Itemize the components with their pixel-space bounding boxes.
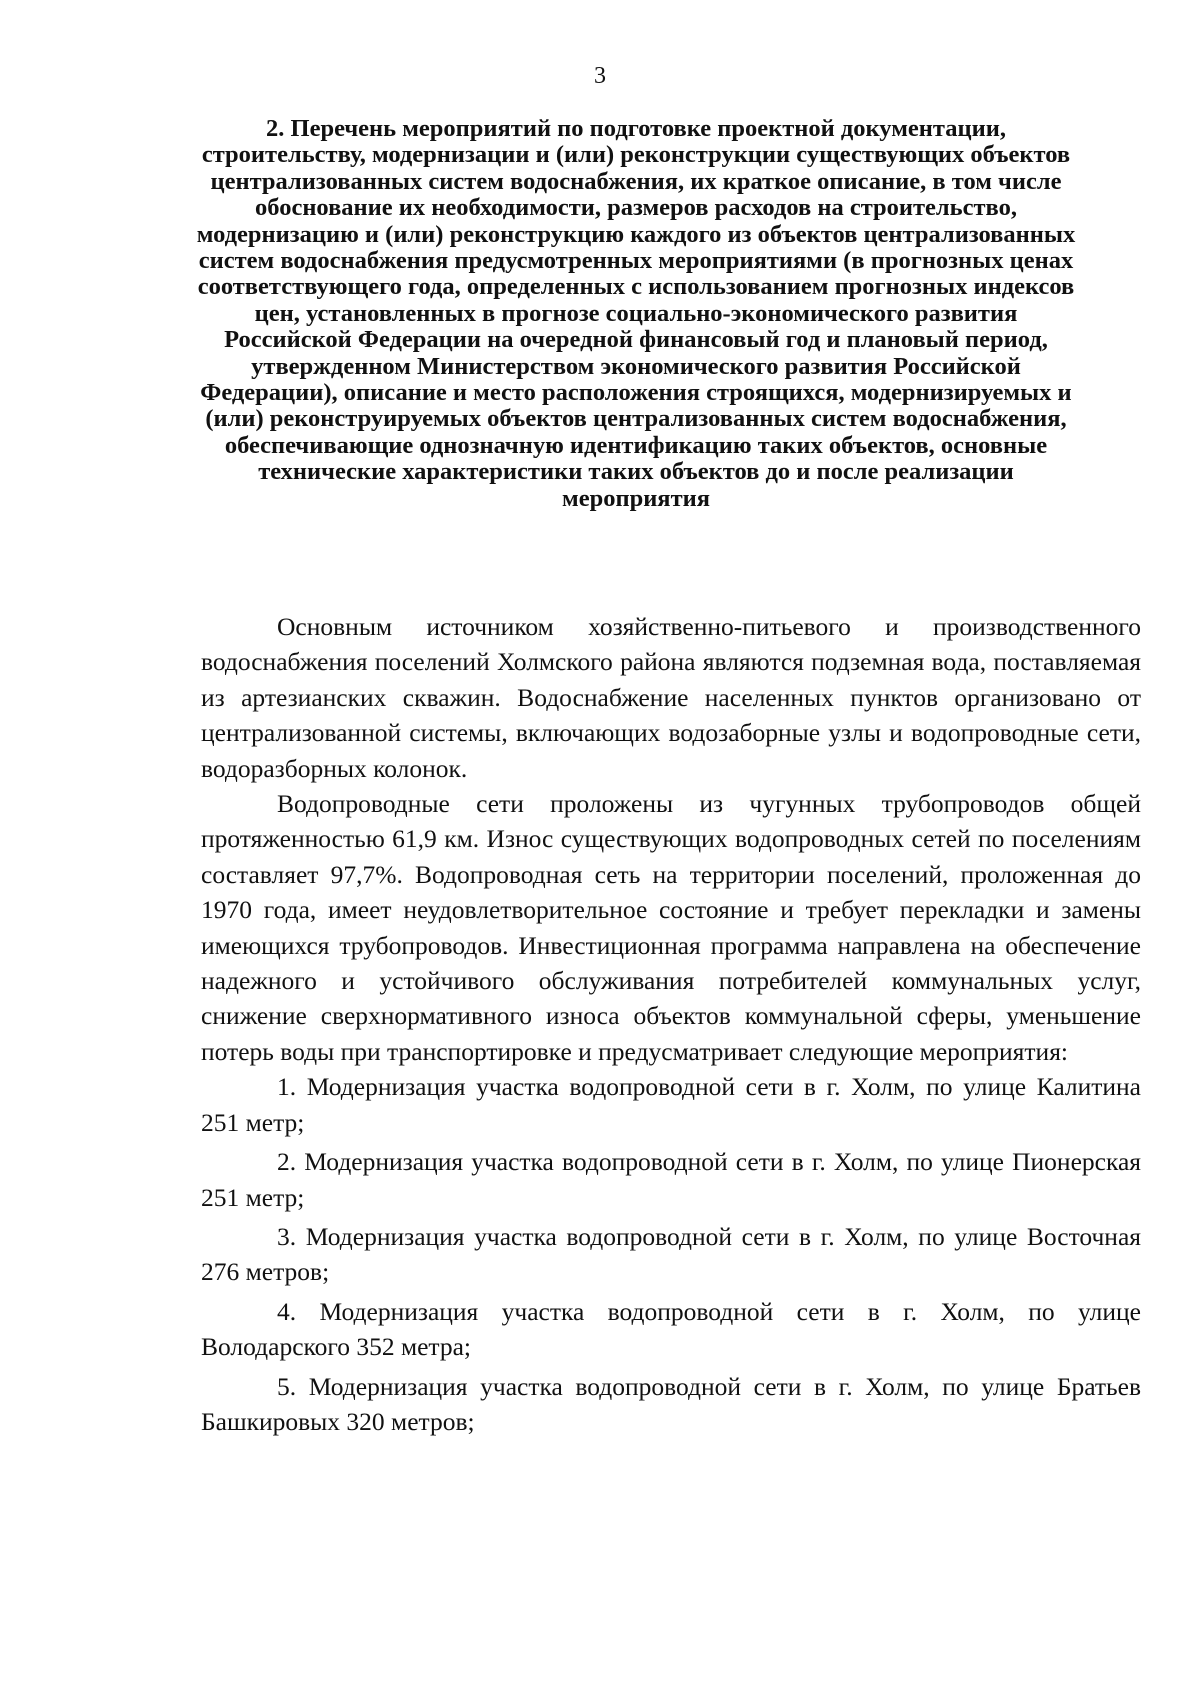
page-number: 3 — [594, 63, 606, 89]
list-item-number: 3 . — [277, 1222, 306, 1251]
list-item-text: Модернизация участка водопроводной сети в г. Холм, по улице Калитина 251 метр; — [201, 1072, 1142, 1137]
list-item-text: Модернизация участка водопроводной сети в г. Холм, по улице Братьев Башкировых 320 метров; — [201, 1371, 1142, 1436]
list-item-number: 4 . — [277, 1297, 319, 1326]
list-item — [201, 1369, 1141, 1440]
list-item-number: 2 . — [277, 1147, 304, 1176]
list-item — [201, 1219, 1141, 1290]
paragraph-water-sources: Основным источником хозяйственно-питьевого и производственного водоснабжения поселений Холмского района являются подземная вода, поставляемая из артезианских скважин. Водоснабжение населенных пунктов организовано от централизованной системы, включающих водозаборные узлы и водопроводные сети, водоразборных колонок. — [201, 612, 1141, 783]
list-item-text: Модернизация участка водопроводной сети в г. Холм, по улице Пионерская 251 метр; — [201, 1147, 1141, 1212]
body-text — [201, 609, 1141, 1443]
list-item-number: 1 . — [277, 1072, 307, 1101]
list-item — [201, 1144, 1141, 1215]
list-item-text: Модернизация участка водопроводной сети в г. Холм, по улице Володарского 352 метра; — [201, 1296, 1142, 1362]
section-heading: 2. Перечень мероприятий по подготовке проектной документации, строительству, модернизации и (или) реконструкции существующих объектов централизованных систем водоснабжения, их краткое описание, в том числе обоснование их необходимости, размеров расходов на строительство, модернизацию и (или) реконструкцию каждого из объектов централизованных систем водоснабжения предусмотренных мероприятиями (в прогнозных ценах соответствующего года, определенных с использованием прогнозных индексов цен, установленных в прогнозе социально-экономического развития Российской Федерации на очередной финансовый год и плановый период, утвержденном Министерством экономического развития Российской Федерации), описание и место расположения строящихся, модернизируемых и (или) реконструируемых объектов централизованных систем водоснабжения, обеспечивающие однозначную идентификацию таких объектов, основные технические характеристики таких объектов до и после реализации мероприятия — [196, 115, 1076, 512]
paragraph-water-networks: Водопроводные сети проложены из чугунных трубопроводов общей протяженностью 61,9 км. Износ существующих водопроводных сетей по поселениям составляет 97,7%. Водопроводная сеть на территории поселений, проложенная до 1970 года, имеет неудовлетворительное состояние и требует перекладки и замены имеющихся трубопроводов. Инвестиционная программа направлена на обеспечение надежного и устойчивого обслуживания потребителей коммунальных услуг, снижение сверхнормативного износа объектов коммунальной сферы, уменьшение потерь воды при транспортировке и предусматривает следующие мероприятия: — [201, 789, 1141, 1066]
measures-list — [201, 1069, 1141, 1439]
list-item-text: Модернизация участка водопроводной сети в г. Холм, по улице Восточная 276 метров; — [201, 1221, 1141, 1287]
list-item — [201, 1294, 1141, 1365]
list-item — [201, 1069, 1141, 1140]
list-item-number: 5 . — [277, 1372, 309, 1401]
